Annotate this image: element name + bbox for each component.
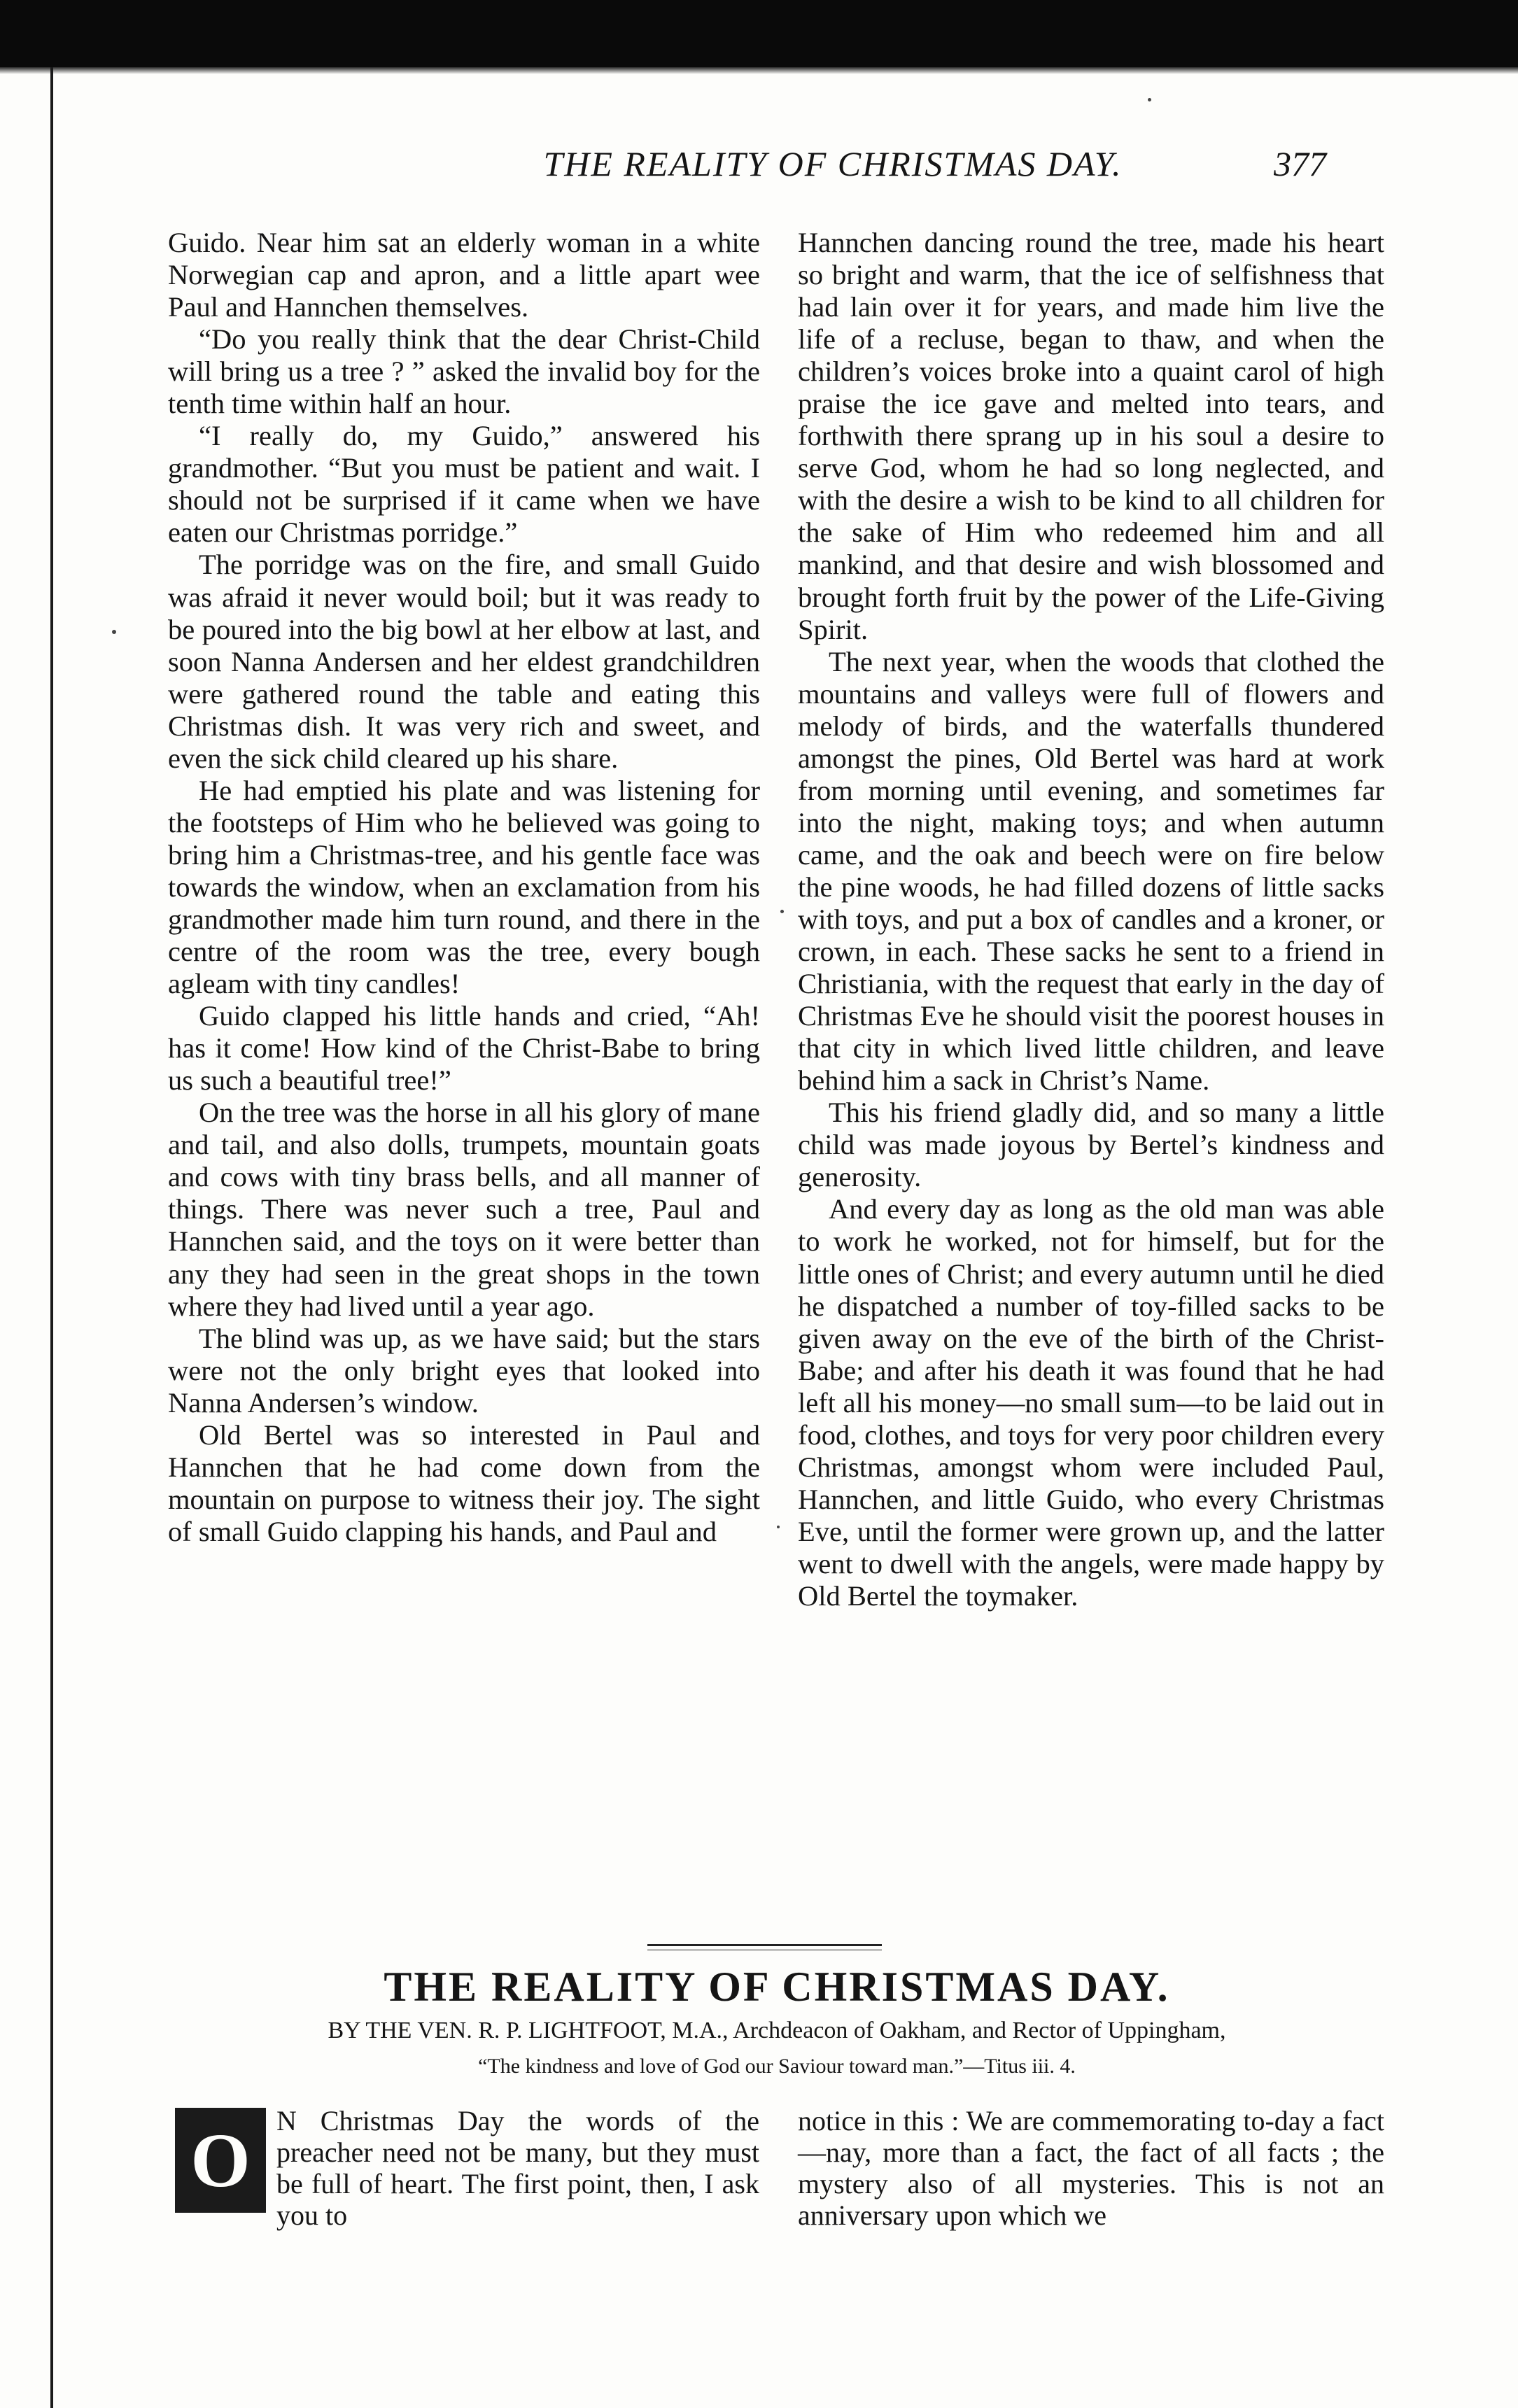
paragraph: And every day as long as the old man was able to work he worked, not for himself, but for the little ones of Christ; and every autumn until he died he dispatched a number of toy-filled sacks to be given away on the eve of the birth of the Christ-Babe; and after his death it was found that he had left all his money—no small sum—to be laid out in food, clothes, and toys for very poor children every Christmas, amongst whom were included Paul, Hannchen, and little Guido, who every Christmas Eve, until the former were grown up, and the latter went to dwell with the angels, were made happy by Old Bertel the toymaker. xyxy=(798,1193,1384,1612)
paragraph: Guido clapped his little hands and cried, “Ah! has it come! How kind of the Christ-Babe to bring us such a beautiful tree!” xyxy=(168,1000,760,1097)
scan-speck xyxy=(780,910,784,913)
article-intro-right xyxy=(798,2105,1384,2231)
article-title: THE REALITY OF CHRISTMAS DAY. xyxy=(384,1964,1170,2010)
section-divider xyxy=(647,1944,882,1946)
paragraph: The blind was up, as we have said; but the stars were not the only bright eyes that looked into Nanna Andersen’s window. xyxy=(168,1322,760,1418)
scan-top-edge xyxy=(0,67,1518,74)
page-number: 377 xyxy=(1274,144,1326,183)
paragraph: “Do you really think that the dear Christ-Child will bring us a tree ? ” asked the invalid boy for the tenth time within half an hour. xyxy=(168,323,760,420)
paragraph: N Christmas Day the words of the preacher need not be many, but they must be full of heart. The first point, then, I ask you to xyxy=(276,2105,759,2231)
article-byline: BY THE VEN. R. P. LIGHTFOOT, M.A., Archdeacon of Oakham, and Rector of Uppingham, xyxy=(328,2018,1226,2043)
paragraph: This his friend gladly did, and so many a little child was made joyous by Bertel’s kindness and generosity. xyxy=(798,1097,1384,1193)
scan-speck xyxy=(112,630,116,634)
paragraph: The porridge was on the fire, and small Guido was afraid it never would boil; but it was ready to be poured into the big bowl at her elbow at last, and soon Nanna Andersen and her eldest grandchildren were gathered round the table and eating this Christmas dish. It was very rich and sweet, and even the sick child cleared up his share. xyxy=(168,549,760,774)
scan-speck xyxy=(1148,98,1151,101)
right-column xyxy=(798,227,1384,1612)
paragraph: He had emptied his plate and was listening for the footsteps of Him who he believed was going to bring him a Christmas-tree, and his gentle face was towards the window, when an exclamation from his grandmother made him turn round, and there in the centre of the room was the tree, every bough agleam with tiny candles! xyxy=(168,774,760,1000)
paragraph: “I really do, my Guido,” answered his grandmother. “But you must be patient and wait. I should not be surprised if it came when we have eaten our Christmas porridge.” xyxy=(168,420,760,549)
article-epigraph: “The kindness and love of God our Saviour toward man.”—Titus iii. 4. xyxy=(478,2055,1076,2078)
left-column xyxy=(168,227,760,1548)
article-intro-left xyxy=(276,2105,759,2231)
drop-cap-ornament xyxy=(175,2108,266,2213)
running-head: THE REALITY OF CHRISTMAS DAY. xyxy=(543,144,1123,183)
paragraph: The next year, when the woods that clothed the mountains and valleys were full of flowers and melody of birds, and the waterfalls thundered amongst the pines, Old Bertel was hard at work from morning until evening, and sometimes far into the night, making toys; and when autumn came, and the oak and beech were on fire below the pine woods, he had filled dozens of little sacks with toys, and put a box of candles and a kroner, or crown, in each. These sacks he sent to a friend in Christiania, with the request that early in the day of Christmas Eve he should visit the poorest houses in that city in which lived little children, and leave behind him a sack in Christ’s Name. xyxy=(798,645,1384,1097)
paragraph: notice in this : We are commemorating to-day a fact—nay, more than a fact, the fact of all facts ; the mystery also of all mysteries. This is not an anniversary upon which we xyxy=(798,2105,1384,2231)
paragraph: On the tree was the horse in all his glory of mane and tail, and also dolls, trumpets, mountain goats and cows with tiny brass bells, and all manner of things. There was never such a tree, Paul and Hannchen said, and the toys on it were better than any they had seen in the great shops in the town where they had lived until a year ago. xyxy=(168,1097,760,1322)
paragraph: Guido. Near him sat an elderly woman in a white Norwegian cap and apron, and a little apart wee Paul and Hannchen themselves. xyxy=(168,227,760,323)
paragraph: Hannchen dancing round the tree, made his heart so bright and warm, that the ice of selfishness that had lain over it for years, and made him live the life of a recluse, began to thaw, and when the children’s voices broke into a quaint carol of high praise the ice gave and melted into tears, and forthwith there sprang up in his soul a desire to serve God, whom he had so long neglected, and with the desire a wish to be kind to all children for the sake of Him who redeemed him and all mankind, and that desire and wish blossomed and brought forth fruit by the power of the Life-Giving Spirit. xyxy=(798,227,1384,645)
scan-speck xyxy=(777,1526,780,1528)
drop-cap-letter: O xyxy=(190,2118,251,2203)
paragraph: Old Bertel was so interested in Paul and Hannchen that he had come down from the mountain on purpose to witness their joy. The sight of small Guido clapping his hands, and Paul and xyxy=(168,1418,760,1547)
scan-top-shadow xyxy=(0,0,1518,67)
binding-gutter-line xyxy=(50,67,53,2408)
